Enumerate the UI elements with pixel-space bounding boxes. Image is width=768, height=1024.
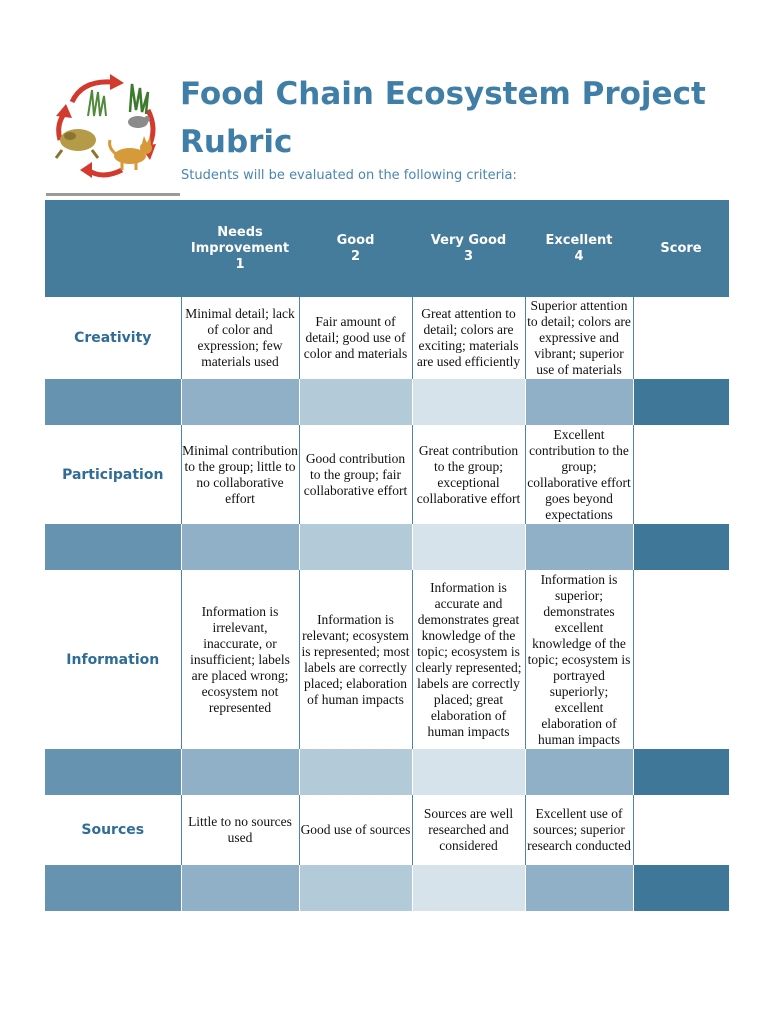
criterion-label: Participation	[45, 425, 181, 524]
band-cell	[525, 379, 633, 425]
band-cell	[181, 865, 299, 911]
score-cell[interactable]	[633, 570, 729, 749]
header-excellent	[525, 200, 633, 297]
band-cell	[45, 379, 181, 425]
food-chain-cycle-icon	[52, 70, 162, 182]
score-cell[interactable]	[633, 795, 729, 865]
score-cell[interactable]	[633, 425, 729, 524]
rubric-table	[45, 200, 729, 911]
band-cell	[412, 749, 525, 795]
criterion-label: Information	[45, 570, 181, 749]
header-score-value: 2	[350, 248, 361, 264]
header-text: Good	[336, 232, 375, 248]
rubric-cell: Information is accurate and demonstrates great knowledge of the topic; ecosystem is clearly represented; labels are correctly placed; great elaboration of human impacts	[412, 570, 525, 749]
rubric-row-participation	[45, 425, 729, 524]
header-text: Excellent	[545, 232, 613, 248]
header-score: Score	[633, 200, 729, 297]
band-cell	[412, 524, 525, 570]
rubric-cell: Information is superior; demonstrates excellent knowledge of the topic; ecosystem is portrayed superiorly; excellent elaboration of human impacts	[525, 570, 633, 749]
rubric-row-creativity	[45, 297, 729, 379]
band-cell	[299, 524, 412, 570]
rubric-cell: Great contribution to the group; exceptional collaborative effort	[412, 425, 525, 524]
header-good	[299, 200, 412, 297]
header-criteria-cell	[45, 200, 181, 297]
rubric-row-information	[45, 570, 729, 749]
row-separator-band	[45, 749, 729, 795]
rubric-cell: Superior attention to detail; colors are expressive and vibrant; superior use of materials	[525, 297, 633, 379]
band-cell	[45, 865, 181, 911]
rubric-cell: Sources are well researched and considered	[412, 795, 525, 865]
band-cell	[525, 524, 633, 570]
header-score-value: 1	[235, 256, 245, 272]
band-cell	[181, 379, 299, 425]
header-text: Improvement	[190, 240, 290, 256]
page-subtitle: Students will be evaluated on the following criteria:	[181, 168, 517, 183]
band-cell	[633, 749, 729, 795]
band-cell	[181, 524, 299, 570]
band-cell	[45, 524, 181, 570]
band-cell	[45, 749, 181, 795]
criterion-label: Sources	[45, 795, 181, 865]
rubric-cell: Excellent use of sources; superior research conducted	[525, 795, 633, 865]
food-chain-logo	[52, 70, 162, 182]
band-cell	[299, 749, 412, 795]
rubric-cell: Minimal contribution to the group; little to no collaborative effort	[181, 425, 299, 524]
rubric-cell: Information is irrelevant, inaccurate, or insufficient; labels are placed wrong; ecosystem not represented	[181, 570, 299, 749]
band-cell	[633, 379, 729, 425]
band-cell	[412, 865, 525, 911]
rubric-cell: Fair amount of detail; good use of color and materials	[299, 297, 412, 379]
rubric-row-sources	[45, 795, 729, 865]
band-cell	[633, 524, 729, 570]
rubric-header-row	[45, 200, 729, 297]
score-cell[interactable]	[633, 297, 729, 379]
page-title: Food Chain Ecosystem Project Rubric	[180, 76, 706, 160]
rubric-cell: Excellent contribution to the group; collaborative effort goes beyond expectations	[525, 425, 633, 524]
header-text: Needs	[217, 224, 263, 240]
header-very-good	[412, 200, 525, 297]
rubric-cell: Good use of sources	[299, 795, 412, 865]
band-cell	[633, 865, 729, 911]
row-separator-band	[45, 865, 729, 911]
band-cell	[181, 749, 299, 795]
row-separator-band	[45, 524, 729, 570]
rubric-cell: Little to no sources used	[181, 795, 299, 865]
band-cell	[525, 865, 633, 911]
rubric-cell: Information is relevant; ecosystem is represented; most labels are correctly placed; elaboration of human impacts	[299, 570, 412, 749]
header-score-value: 3	[463, 248, 474, 264]
band-cell	[525, 749, 633, 795]
logo-divider	[46, 193, 180, 196]
rubric-cell: Good contribution to the group; fair collaborative effort	[299, 425, 412, 524]
rubric-cell: Minimal detail; lack of color and expression; few materials used	[181, 297, 299, 379]
band-cell	[299, 865, 412, 911]
row-separator-band	[45, 379, 729, 425]
header-text: Very Good	[430, 232, 507, 248]
header-needs-improvement	[181, 200, 299, 297]
band-cell	[412, 379, 525, 425]
header-score-value: 4	[574, 248, 584, 264]
criterion-label: Creativity	[45, 297, 181, 379]
band-cell	[299, 379, 412, 425]
rubric-cell: Great attention to detail; colors are exciting; materials are used efficiently	[412, 297, 525, 379]
